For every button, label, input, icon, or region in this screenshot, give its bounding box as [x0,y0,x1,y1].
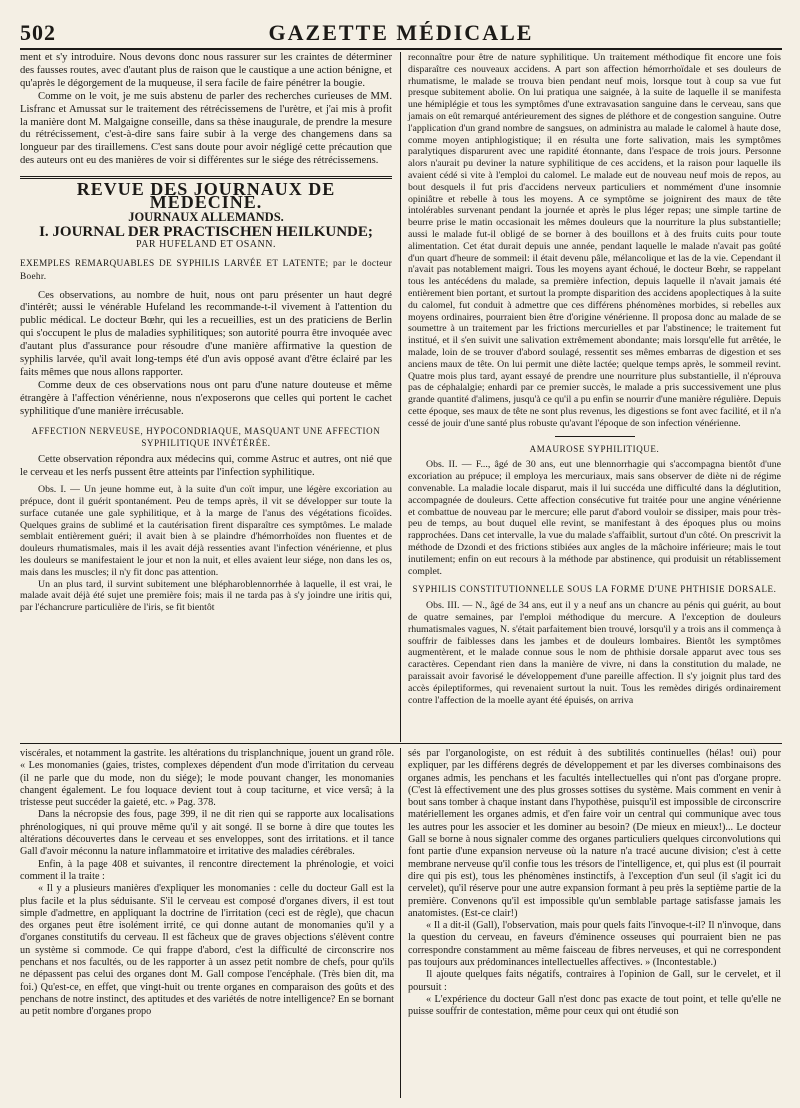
column-top-right [408,52,781,706]
column-divider-top [400,52,401,742]
observation-paragraph: Obs. III. — N., âgé de 34 ans, eut il y a neuf ans un chancre au pénis qui guérit, au bout de quatre semaines, par l'emploi méthodique du mercure. A l'exception de douleurs rhumatismales vagues, N. s'était parfaitement bien trouvé, lorsqu'il y a trois ans il commença à souffrir de faiblesses dans les jambes et de douleurs lombaires. Bientôt les symptômes augmentèrent, et le malade connue sous le nom de phthisie dorsale apparut avec tous ses caractères. Cependant rien dans la manière de vivre, ni dans la constitution du malade, ne paraissait avoir favorisé le développement d'une pareille affection. Il s'y joignit plus tard des accès épileptiformes, qui revenaient surtout la nuit. Tous les remèdes dirigés ordinairement contre l'affection de la moelle ayant été épuisés, on arriva [408,600,781,706]
paragraph: sés par l'organologiste, on est réduit à des subtilités continuelles (hélas! oui) pour expliquer, par les différens degrés de développement et par les diverses combinaisons des organes admis, les penchans et les facultés intellectuelles qui n'ont pas d'organe propre. (C'est là effectivement une des plus grosses sottises du système. Mais comment en venir à bout sans tomber à chaque instant dans l'hypothèse, puisqu'il est impossible de circonscrire matériellement les organes admis, et d'en faire voir un central qui communique avec tous les autres pour les associer et les dominer au besoin? (De mieux en mieux!)... Le docteur Gall se borne à nous signaler comme des organes particuliers quelques circonvolutions qui font partie d'une expansion nerveuse où la nature n'a tracé aucune division; c'est à cette membrane nerveuse qu'il confie tous les trésors de l'intelligence, et, qui plus est (il pourrait dire qui pis est), tous les phénomènes instinctifs, à l'exception d'un seul (il s'agit ici du cervelet), qu'il réserve pour une autre expansion formant à peu près la septième partie de la première. Convenons qu'il est impossible qu'un semblable partage satisfasse jamais les anatomistes. (Est-ce clair!) [408,748,781,919]
paragraph: Enfin, à la page 408 et suivantes, il rencontre directement la phrénologie, et voici comment il la traite : [20,858,394,882]
paragraph: ment et s'y introduire. Nous devons donc nous rassurer sur les craintes de déterminer des fausses routes, avec d'autant plus de raison que le caustique a une action bénigne, et qu'après le dégorgement de la muqueuse, il sera facile de faire pénétrer la bougie. [20,52,392,89]
paragraph: Cette observation répondra aux médecins qui, comme Astruc et autres, ont nié que le cerveau et les nerfs pussent être atteints par l'infection syphilitique. [20,454,392,479]
column-bottom-left [20,748,394,1019]
case-heading: SYPHILIS CONSTITUTIONNELLE SOUS LA FORME D'UNE PHTHISIE DORSALE. [412,584,777,595]
case-heading: AMAUROSE SYPHILITIQUE. [529,443,660,454]
observation-paragraph: reconnaître pour être de nature syphilitique. Un traitement méthodique fit encore une fois disparaître ces nouveaux accidens. A part son affection hémorrhoïdale et ses douleurs de rhumatisme, le malade se trouva bien pendant neuf mois, lorsque tout à coup sa vue fut presque subitement abolie. On lui pratiqua une saignée, à la suite de laquelle il se manifesta une hémiplégie et tous les symptômes d'une extravasation sanguine dans le cerveau, sans que jamais on eût remarqué antérieurement des signes de pléthore et de congestion sanguine. Outre l'application d'un grand nombre de sangsues, on administra au malade le calomel à haute dose, comme moyen antiphlogistique; il en résulta une forte salivation, mais les symptômes paralytiques disparurent avec une rapidité étonnante, dans l'espace de trois jours. Personne alors n'aurait pu deviner la nature syphilitique de ces accidens, et la raison pour laquelle ils avaient cédé si vite à l'emploi du calomel. Le malade eut de nouveau neuf mois de repos, au bout desquels il fut pris d'accidens nerveux particuliers et nommément d'une insomnie opiniâtre et rebelle à tous les moyens. A ce symptôme se joignirent des maux de tête intolérables survenant pendant la journée et après le plus léger repas; une simple tartine de beurre prise le matin occasionait les mêmes douleurs que la nourriture la plus substantielle; aussi le malade fut-il obligé de se borner à des bouillons et à des fruits cuits pour toute alimentation. Cet état durait depuis une année, pendant laquelle le malade n'avait pas goûté d'un quart d'heure de sommeil: il était devenu pâle, mélancolique et las de la vie. Cependant il n'avait pas notablement maigri. Tous les moyens ayant échoué, le docteur Bœhr, se rappelant tous les antécédens du malade, sa première infection, depuis laquelle il n'avait jamais été entièrement bien portant, et surtout la prompte disparition des accidens apoplectiques à la suite du calomel, fut conduit à admettre que ces différens phénomènes morbides, si rebelles aux moyens ordinaires, pourraient bien être d'origine vénérienne. Il proposa donc au malade de se soumettre à un traitement par les frictions mercurielles et par l'abstinence; le traitement fut institué, et il s'en suivit une salivation extrêmement abondante; mais lorsqu'elle fut arrêtée, le malade, loin de se trouver d'abord soulagé, ressentit ses mêmes embarras de digestion et ses anciens maux de tête. On lui permit une diète lactée; quelque temps après, le sommeil revint. Quatre mois plus tard, ayant essayé de prendre une nourriture plus substantielle, il n'éprouva pas de céphalalgie; enhardi par ce premier succès, le malade a pris successivement une plus grande quantité d'alimens, jusqu'à ce qu'il a pu enfin se nourrir d'une manière régulière. Depuis cette époque, ses maux de tête ne sont plus revenus, les digestions se font avec facilité, et il n'a cessé de jouir d'une santé plus robuste qu'avant l'époque de son infection vénérienne. [408,52,781,429]
short-rule [555,436,635,437]
column-top-left [20,52,392,614]
observation-paragraph: Obs. II. — F..., âgé de 30 ans, eut une blennorrhagie qui s'accompagna bientôt d'une excoriation au prépuce; il employa les mercuriaux, mais sans observer de diète ni de régime convenable. La maladie locale disparut, mais il lui succéda une difficulté dans la déglutition, accompagnée de douleurs. Cette affection consécutive fut traitée pour une angine vénérienne et combattue de nouveau par le mercure; elle parut d'abord vouloir se dissiper, mais pour très-peu de temps, au bout duquel elle revint, se manifestant à des époques plus ou moins rapprochées. Dans cet intervalle, la vue du malade s'affaiblit, surtout d'un côté. On prescrivit la méthode de Dzondi et des frictions stibiées aux angles de la mâchoire inférieure; mais le tout inutilement; enfin on eut recours à la méthode par abstinence, qui produisit un rétablissement complet. [408,459,781,577]
observation-paragraph: Obs. I. — Un jeune homme eut, à la suite d'un coït impur, une légère excoriation au prépuce, dont il guérit spontanément. Peu de temps après, il vit se développer sur toute la surface cutanée une gale syphilitique, et à la marge de l'anus des végétations ficoïdes. Quelques grains de sublimé et la cautérisation firent disparaître ces symptômes. Le malade semblait entièrement guéri; il avait bien à se plaindre d'hémorrhoïdes non fluentes et de douleurs rhumatismales, mais il les avait déjà ressenties avant l'infection vénérienne, et plus les douleurs se manifestaient le jour et non la nuit, et elles avaient leur siége, non dans les os, mais dans les muscles; il n'y fit donc pas attention. [20,484,392,578]
paragraph: viscérales, et notamment la gastrite. les altérations du trisplanchnique, jouent un grand rôle. « Les monomanies (gaies, tristes, complexes dépendent d'un mode d'irritation du cerveau (il ne parle que du mode, non du siége); le mode pouvant changer, les monomanies changent également. Le fou loquace devient tout à coup taciturne, et vice versâ; à la tristesse peut succéder la gaieté, etc. » Pag. 378. [20,748,394,809]
column-divider-bottom [400,748,401,1098]
paragraph: Dans la nécropsie des fous, page 399, il ne dit rien qui se rapporte aux localisations phrénologiques, ni qui prouve même qu'il y ait songé. Il se borne à dire que toutes les altérations découvertes dans le cerveau et ses enveloppes, sont des irritations. et il tance Gall d'avoir méconnu la nature inflammatoire et irritative des maladies cérébrales. [20,809,394,858]
observation-paragraph: Un an plus tard, il survint subitement une blépharoblennorrhée à laquelle, il est vrai, le malade avait déjà été sujet une première fois; mais il ne tarda pas à s'y joindre une iritis qui, par l'échancrure particulière de l'iris, se fit bientôt [20,578,392,614]
section-divider [20,743,782,744]
paragraph: Il ajoute quelques faits négatifs, contraires à l'opinion de Gall, sur le cervelet, et il poursuit : [408,969,781,993]
paragraph: « L'expérience du docteur Gall n'est donc pas exacte de tout point, et telle qu'elle ne puisse souffrir de contestation, même pour ceux qui ont étudié son [408,993,781,1018]
paragraph: Comme deux de ces observations nous ont paru d'une nature douteuse et même étrangère à l'affection vénérienne, nous n'exposerons que celles qui portent le cachet syphilitique d'une manière irrécusable. [20,379,392,417]
article-title: EXEMPLES REMARQUABLES DE SYPHILIS LARVÉE ET LATENTE; par le docteur Boehr. [20,258,392,282]
page-number: 502 [20,20,56,45]
journal-authors: PAR HUFELAND ET OSANN. [136,238,276,250]
journal-title: GAZETTE MÉDICALE [268,20,534,45]
paragraph: Ces observations, au nombre de huit, nous ont paru présenter un haut degré d'intérêt; aussi le vénérable Hufeland les recommande-t-il vivement à l'attention du public médical. Le docteur Bœhr, qui les a recueillies, est un des praticiens de Berlin qui s'occupent le plus de maladies syphilitiques; son autorité pourra être invoquée avec d'autant plus d'assurance pour résoudre d'une manière affirmative la question de syphilis larvée, qu'il avait long-temps été d'un avis opposé avant d'être éclairé par les faits mêmes que nous allons rapporter. [20,289,392,378]
revue-subtitle: JOURNAUX ALLEMANDS. [128,209,284,224]
column-bottom-right [408,748,781,1019]
case-heading: AFFECTION NERVEUSE, HYPOCONDRIAQUE, MASQUANT UNE AFFECTION SYPHILITIQUE INVÉTÉRÉE. [31,425,381,449]
journal-name: I. JOURNAL DER PRACTISCHEN HEILKUNDE; [39,223,373,240]
revue-title: REVUE DES JOURNAUX DE MÉDECINE. [76,179,336,213]
paragraph: « Il a dit-il (Gall), l'observation, mais pour quels faits l'invoque-t-il? Il n'invoque, dans la question du cerveau, en faveurs d'éminence osseuses qui pourraient bien ne pas correspondre constamment au même faisceau de fibres nerveuses, et qui ne correspondent pas toujours aux prédominances intellectuelles affectives. » (Incontestable.) [408,920,781,969]
page-header [20,18,782,48]
paragraph: « Il y a plusieurs manières d'expliquer les monomanies : celle du docteur Gall est la plus facile et la plus séduisante. S'il le cerveau est composé d'organes divers, il est tout simple d'admettre, en appliquant la doctrine de l'irritation (ceci est de règle), que chacun des organes peut être isolément irrité, ce qui donne autant de monomanies qu'il y a d'organes constitutifs du cerveau. Il est fâcheux que de graves objections s'élèvent contre un système si commode. Ce qui frappe d'abord, c'est la difficulté de circonscrire nos penchans et nos facultés, ou de les rapporter à un assez petit nombre de chefs, pour qu'ils ne dépassent pas celui des organes dont M. Gall compose l'encéphale. (Très bien dit, ma foi.) Qu'est-ce, en effet, que vingt-huit ou trente organes en comparaison des goûts et des penchans de notre instinct, des aptitudes et des variétés de notre intelligence? En se bornant au petit nombre d'organes propo [20,883,394,1018]
paragraph: Comme on le voit, je me suis abstenu de parler des recherches curieuses de MM. Lisfranc et Amussat sur le traitement des rétrécissemens de l'urètre, et j'ai mis à profit la manière dont M. Malgaigne conseille, dans sa thèse inaugurale, de prendre la mesure du rétrécissement, c'est-à-dire sans faire subir à la verge des changemens dans sa longueur par des tiraillemens. C'est sans doute pour avoir négligé cette précaution que des auteurs ont eu des manières de voir si différentes sur le siége des rétrécissemens. [20,90,392,167]
header-rule [20,48,782,50]
